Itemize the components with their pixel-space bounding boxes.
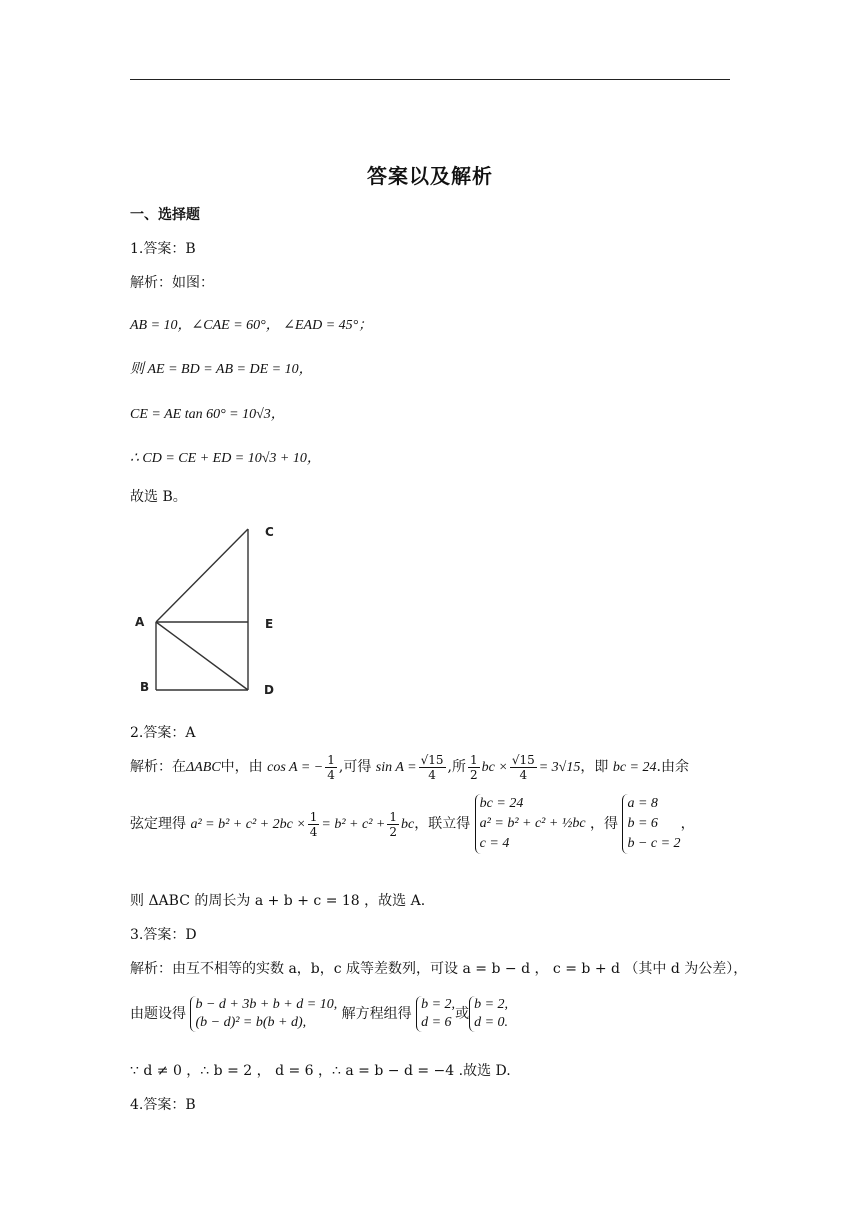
geometry-figure bbox=[130, 518, 290, 708]
segment-ad bbox=[156, 622, 248, 690]
q1-line2: 则 AE = BD = AB = DE = 10， bbox=[130, 362, 313, 377]
q1-line4: ∴ CD = CE + ED = 10√3 + 10， bbox=[130, 451, 321, 466]
q2-answer: 2.答案：A bbox=[130, 725, 196, 741]
q3-line2: 由题设得 b − d + 3b + b + d = 10, (b − d)² = b(b + d), 解方程组得 b = 2, d = 6 或 b = 2, d = 0. bbox=[130, 997, 509, 1030]
q2-system-2: a = 8 b = 6 b − c = 2 bbox=[622, 794, 680, 854]
q1-line1: AB = 10，∠CAE = 60°， ∠EAD = 45°； bbox=[130, 318, 373, 333]
q3-system-2: b = 2, d = 6 bbox=[416, 996, 455, 1032]
q1-answer: 1.答案：B bbox=[130, 241, 196, 257]
q2-system-1: bc = 24 a² = b² + c² + ½bc c = 4 bbox=[475, 794, 586, 854]
q4-answer: 4.答案：B bbox=[130, 1097, 196, 1113]
q3-system-1: b − d + 3b + b + d = 10, (b − d)² = b(b + d), bbox=[190, 996, 337, 1032]
label-d: D bbox=[264, 683, 274, 697]
label-a: A bbox=[135, 615, 145, 629]
section-heading: 一、选择题 bbox=[130, 207, 200, 223]
label-e: E bbox=[265, 617, 274, 631]
label-c: C bbox=[265, 525, 274, 539]
header-rule bbox=[130, 79, 730, 80]
page-title: 答案以及解析 bbox=[367, 164, 493, 188]
q3-line3: ∵ d ≠ 0 ，∴ b = 2 ， d = 6 ，∴ a = b − d = −4 .故选 D. bbox=[130, 1063, 511, 1079]
q1-conclusion: 故选 B。 bbox=[130, 489, 187, 505]
label-b: B bbox=[140, 680, 150, 694]
q3-answer: 3.答案：D bbox=[130, 927, 197, 943]
q1-analysis-intro: 解析：如图： bbox=[130, 275, 214, 291]
q3-line1: 解析：由互不相等的实数 a，b，c 成等差数列，可设 a = b − d ， c = b + d （其中 d 为公差）， bbox=[130, 961, 748, 977]
segment-ac bbox=[156, 529, 248, 622]
q2-line3: 则 ΔABC 的周长为 a + b + c = 18 ，故选 A. bbox=[130, 893, 426, 909]
q3-system-3: b = 2, d = 0. bbox=[469, 996, 508, 1032]
q2-line1: 解析：在ΔABC中，由 cos A = − $\frac{1}{4}$ ,可得 sin A = $\frac{√15}{4}$ ,所 $\frac{1}{2}$ bc × $\frac{√15}{4}$ = 3√15，即 bc = 24.由余 bbox=[130, 752, 689, 782]
q2-line2: 弦定理得 a² = b² + c² + 2bc × $\frac{1}{4}$ = b² + c² + $\frac{1}{2}$ bc，联立得 bc = 24 a² = b² + c² + ½bc c = 4 ，得 a = 8 b = 6 b − c = 2 ， bbox=[130, 794, 695, 854]
q1-line3: CE = AE tan 60° = 10√3， bbox=[130, 407, 285, 422]
